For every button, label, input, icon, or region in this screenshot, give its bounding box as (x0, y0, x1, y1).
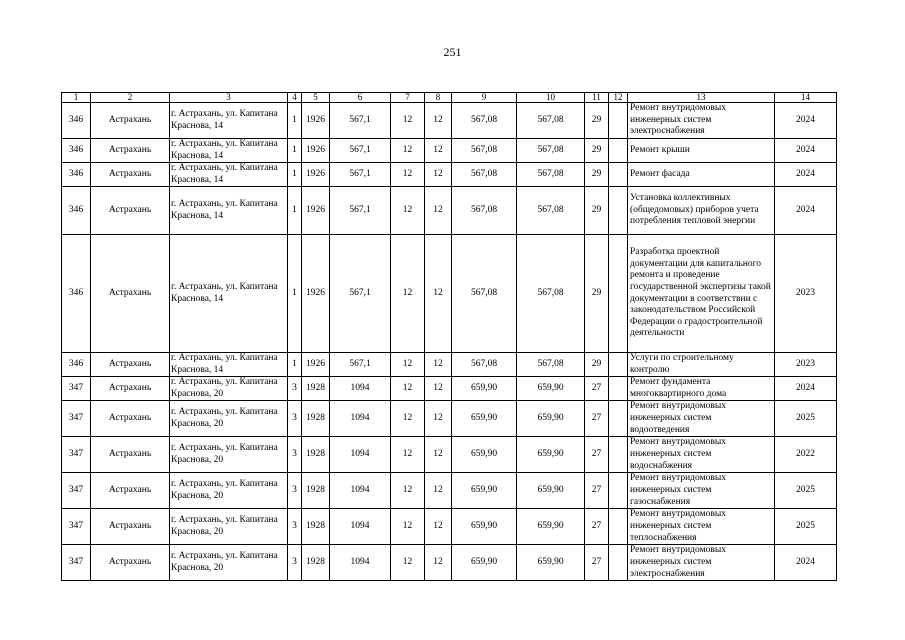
municipality-cell: Астрахань (91, 139, 170, 163)
table-row (62, 163, 837, 187)
column-header: 11 (585, 93, 609, 103)
address-cell: г. Астрахань, ул. Капитана Краснова, 20 (170, 509, 288, 545)
year-cell: 2022 (775, 437, 837, 473)
value-cell: 12 (425, 545, 452, 581)
page-number: 251 (443, 45, 462, 59)
empty-cell (609, 509, 628, 545)
table-row (62, 103, 837, 139)
object-number-cell: 346 (62, 139, 91, 163)
municipality-cell: Астрахань (91, 187, 170, 235)
year-cell: 2024 (775, 139, 837, 163)
empty-cell (609, 103, 628, 139)
build-year-cell: 1926 (302, 103, 330, 139)
municipality-cell: Астрахань (91, 103, 170, 139)
floors-cell: 3 (288, 401, 302, 437)
object-number-cell: 347 (62, 401, 91, 437)
total-area-cell: 567,1 (330, 163, 391, 187)
object-number-cell: 346 (62, 187, 91, 235)
floors-cell: 3 (288, 473, 302, 509)
value-cell: 12 (391, 401, 425, 437)
floors-cell: 1 (288, 187, 302, 235)
work-type-cell: Установка коллективных (общедомовых) приборов учета потребления тепловой энергии (628, 187, 775, 235)
area-cell: 567,08 (452, 187, 517, 235)
total-area-cell: 1094 (330, 545, 391, 581)
total-area-cell: 1094 (330, 437, 391, 473)
municipality-cell: Астрахань (91, 235, 170, 353)
column-header: 8 (425, 93, 452, 103)
table-row (62, 235, 837, 353)
year-cell: 2024 (775, 103, 837, 139)
column-header: 9 (452, 93, 517, 103)
column-header: 1 (62, 93, 91, 103)
area-cell: 567,08 (452, 139, 517, 163)
value-cell: 12 (425, 163, 452, 187)
area-cell: 567,08 (517, 353, 585, 377)
empty-cell (609, 235, 628, 353)
value-cell: 12 (391, 437, 425, 473)
build-year-cell: 1928 (302, 377, 330, 401)
column-header: 4 (288, 93, 302, 103)
floors-cell: 3 (288, 545, 302, 581)
floors-cell: 3 (288, 377, 302, 401)
work-type-cell: Ремонт внутридомовых инженерных систем электроснабжения (628, 103, 775, 139)
object-number-cell: 347 (62, 545, 91, 581)
address-cell: г. Астрахань, ул. Капитана Краснова, 14 (170, 139, 288, 163)
column-header: 12 (609, 93, 628, 103)
build-year-cell: 1926 (302, 187, 330, 235)
header-row (62, 93, 837, 103)
year-cell: 2024 (775, 545, 837, 581)
municipality-cell: Астрахань (91, 377, 170, 401)
work-type-cell: Ремонт крыши (628, 139, 775, 163)
empty-cell (609, 545, 628, 581)
total-area-cell: 1094 (330, 473, 391, 509)
column-header: 2 (91, 93, 170, 103)
address-cell: г. Астрахань, ул. Капитана Краснова, 14 (170, 353, 288, 377)
year-cell: 2025 (775, 473, 837, 509)
count-cell: 27 (585, 509, 609, 545)
total-area-cell: 567,1 (330, 139, 391, 163)
area-cell: 659,90 (452, 401, 517, 437)
table-row (62, 139, 837, 163)
build-year-cell: 1928 (302, 545, 330, 581)
municipality-cell: Астрахань (91, 163, 170, 187)
area-cell: 659,90 (452, 377, 517, 401)
value-cell: 12 (425, 139, 452, 163)
floors-cell: 1 (288, 139, 302, 163)
municipality-cell: Астрахань (91, 473, 170, 509)
address-cell: г. Астрахань, ул. Капитана Краснова, 20 (170, 377, 288, 401)
municipality-cell: Астрахань (91, 545, 170, 581)
total-area-cell: 567,1 (330, 187, 391, 235)
empty-cell (609, 139, 628, 163)
year-cell: 2023 (775, 235, 837, 353)
floors-cell: 1 (288, 163, 302, 187)
empty-cell (609, 437, 628, 473)
total-area-cell: 567,1 (330, 235, 391, 353)
municipality-cell: Астрахань (91, 353, 170, 377)
work-type-cell: Ремонт фундамента многоквартирного дома (628, 377, 775, 401)
work-type-cell: Ремонт внутридомовых инженерных систем водоотведения (628, 401, 775, 437)
total-area-cell: 1094 (330, 377, 391, 401)
municipality-cell: Астрахань (91, 509, 170, 545)
area-cell: 567,08 (452, 163, 517, 187)
empty-cell (609, 353, 628, 377)
floors-cell: 3 (288, 437, 302, 473)
address-cell: г. Астрахань, ул. Капитана Краснова, 14 (170, 163, 288, 187)
area-cell: 567,08 (517, 235, 585, 353)
table-row (62, 377, 837, 401)
build-year-cell: 1926 (302, 353, 330, 377)
value-cell: 12 (391, 545, 425, 581)
count-cell: 29 (585, 139, 609, 163)
object-number-cell: 346 (62, 235, 91, 353)
count-cell: 29 (585, 353, 609, 377)
build-year-cell: 1928 (302, 437, 330, 473)
table-row (62, 353, 837, 377)
year-cell: 2025 (775, 509, 837, 545)
object-number-cell: 346 (62, 353, 91, 377)
column-header: 5 (302, 93, 330, 103)
address-cell: г. Астрахань, ул. Капитана Краснова, 20 (170, 437, 288, 473)
table-row (62, 509, 837, 545)
value-cell: 12 (425, 187, 452, 235)
work-type-cell: Ремонт внутридомовых инженерных систем теплоснабжения (628, 509, 775, 545)
area-cell: 659,90 (517, 401, 585, 437)
empty-cell (609, 401, 628, 437)
value-cell: 12 (391, 139, 425, 163)
value-cell: 12 (425, 437, 452, 473)
address-cell: г. Астрахань, ул. Капитана Краснова, 14 (170, 187, 288, 235)
value-cell: 12 (425, 353, 452, 377)
column-header: 7 (391, 93, 425, 103)
year-cell: 2023 (775, 353, 837, 377)
address-cell: г. Астрахань, ул. Капитана Краснова, 20 (170, 401, 288, 437)
build-year-cell: 1926 (302, 139, 330, 163)
object-number-cell: 347 (62, 509, 91, 545)
count-cell: 27 (585, 401, 609, 437)
area-cell: 659,90 (452, 509, 517, 545)
value-cell: 12 (425, 103, 452, 139)
column-header: 14 (775, 93, 837, 103)
value-cell: 12 (391, 509, 425, 545)
count-cell: 27 (585, 545, 609, 581)
empty-cell (609, 163, 628, 187)
value-cell: 12 (425, 235, 452, 353)
address-cell: г. Астрахань, ул. Капитана Краснова, 20 (170, 545, 288, 581)
area-cell: 659,90 (452, 437, 517, 473)
area-cell: 659,90 (452, 545, 517, 581)
build-year-cell: 1928 (302, 401, 330, 437)
value-cell: 12 (391, 103, 425, 139)
work-type-cell: Ремонт внутридомовых инженерных систем водоснабжения (628, 437, 775, 473)
year-cell: 2024 (775, 187, 837, 235)
area-cell: 659,90 (517, 509, 585, 545)
area-cell: 659,90 (452, 473, 517, 509)
value-cell: 12 (391, 353, 425, 377)
address-cell: г. Астрахань, ул. Капитана Краснова, 14 (170, 103, 288, 139)
count-cell: 29 (585, 163, 609, 187)
table-row (62, 437, 837, 473)
build-year-cell: 1926 (302, 163, 330, 187)
build-year-cell: 1928 (302, 509, 330, 545)
area-cell: 567,08 (517, 103, 585, 139)
year-cell: 2024 (775, 163, 837, 187)
value-cell: 12 (425, 401, 452, 437)
address-cell: г. Астрахань, ул. Капитана Краснова, 20 (170, 473, 288, 509)
area-cell: 567,08 (517, 163, 585, 187)
total-area-cell: 567,1 (330, 103, 391, 139)
value-cell: 12 (391, 377, 425, 401)
work-type-cell: Ремонт внутридомовых инженерных систем газоснабжения (628, 473, 775, 509)
year-cell: 2025 (775, 401, 837, 437)
object-number-cell: 347 (62, 437, 91, 473)
area-cell: 567,08 (452, 353, 517, 377)
total-area-cell: 567,1 (330, 353, 391, 377)
table-row (62, 187, 837, 235)
area-cell: 567,08 (517, 187, 585, 235)
floors-cell: 1 (288, 235, 302, 353)
table-row (62, 545, 837, 581)
column-header: 6 (330, 93, 391, 103)
area-cell: 659,90 (517, 437, 585, 473)
floors-cell: 3 (288, 509, 302, 545)
value-cell: 12 (391, 163, 425, 187)
address-cell: г. Астрахань, ул. Капитана Краснова, 14 (170, 235, 288, 353)
total-area-cell: 1094 (330, 509, 391, 545)
floors-cell: 1 (288, 103, 302, 139)
value-cell: 12 (391, 473, 425, 509)
build-year-cell: 1926 (302, 235, 330, 353)
table-row (62, 401, 837, 437)
column-header: 13 (628, 93, 775, 103)
object-number-cell: 346 (62, 163, 91, 187)
empty-cell (609, 187, 628, 235)
value-cell: 12 (425, 377, 452, 401)
area-cell: 567,08 (517, 139, 585, 163)
empty-cell (609, 473, 628, 509)
work-type-cell: Ремонт фасада (628, 163, 775, 187)
value-cell: 12 (391, 187, 425, 235)
count-cell: 29 (585, 187, 609, 235)
count-cell: 29 (585, 235, 609, 353)
repair-schedule-table (61, 92, 837, 581)
count-cell: 27 (585, 437, 609, 473)
value-cell: 12 (425, 473, 452, 509)
build-year-cell: 1928 (302, 473, 330, 509)
value-cell: 12 (391, 235, 425, 353)
area-cell: 567,08 (452, 235, 517, 353)
column-header: 3 (170, 93, 288, 103)
table-row (62, 473, 837, 509)
municipality-cell: Астрахань (91, 401, 170, 437)
value-cell: 12 (425, 509, 452, 545)
work-type-cell: Ремонт внутридомовых инженерных систем электроснабжения (628, 545, 775, 581)
work-type-cell: Разработка проектной документации для капитального ремонта и проведение государственной экспертизы такой документации в соответствии с законодательством Российской Федерации о градостроительной деятельности (628, 235, 775, 353)
column-header: 10 (517, 93, 585, 103)
object-number-cell: 346 (62, 103, 91, 139)
work-type-cell: Услуги по строительному контролю (628, 353, 775, 377)
object-number-cell: 347 (62, 473, 91, 509)
area-cell: 659,90 (517, 473, 585, 509)
count-cell: 27 (585, 377, 609, 401)
year-cell: 2024 (775, 377, 837, 401)
object-number-cell: 347 (62, 377, 91, 401)
area-cell: 659,90 (517, 545, 585, 581)
floors-cell: 1 (288, 353, 302, 377)
area-cell: 567,08 (452, 103, 517, 139)
count-cell: 29 (585, 103, 609, 139)
empty-cell (609, 377, 628, 401)
total-area-cell: 1094 (330, 401, 391, 437)
municipality-cell: Астрахань (91, 437, 170, 473)
count-cell: 27 (585, 473, 609, 509)
area-cell: 659,90 (517, 377, 585, 401)
